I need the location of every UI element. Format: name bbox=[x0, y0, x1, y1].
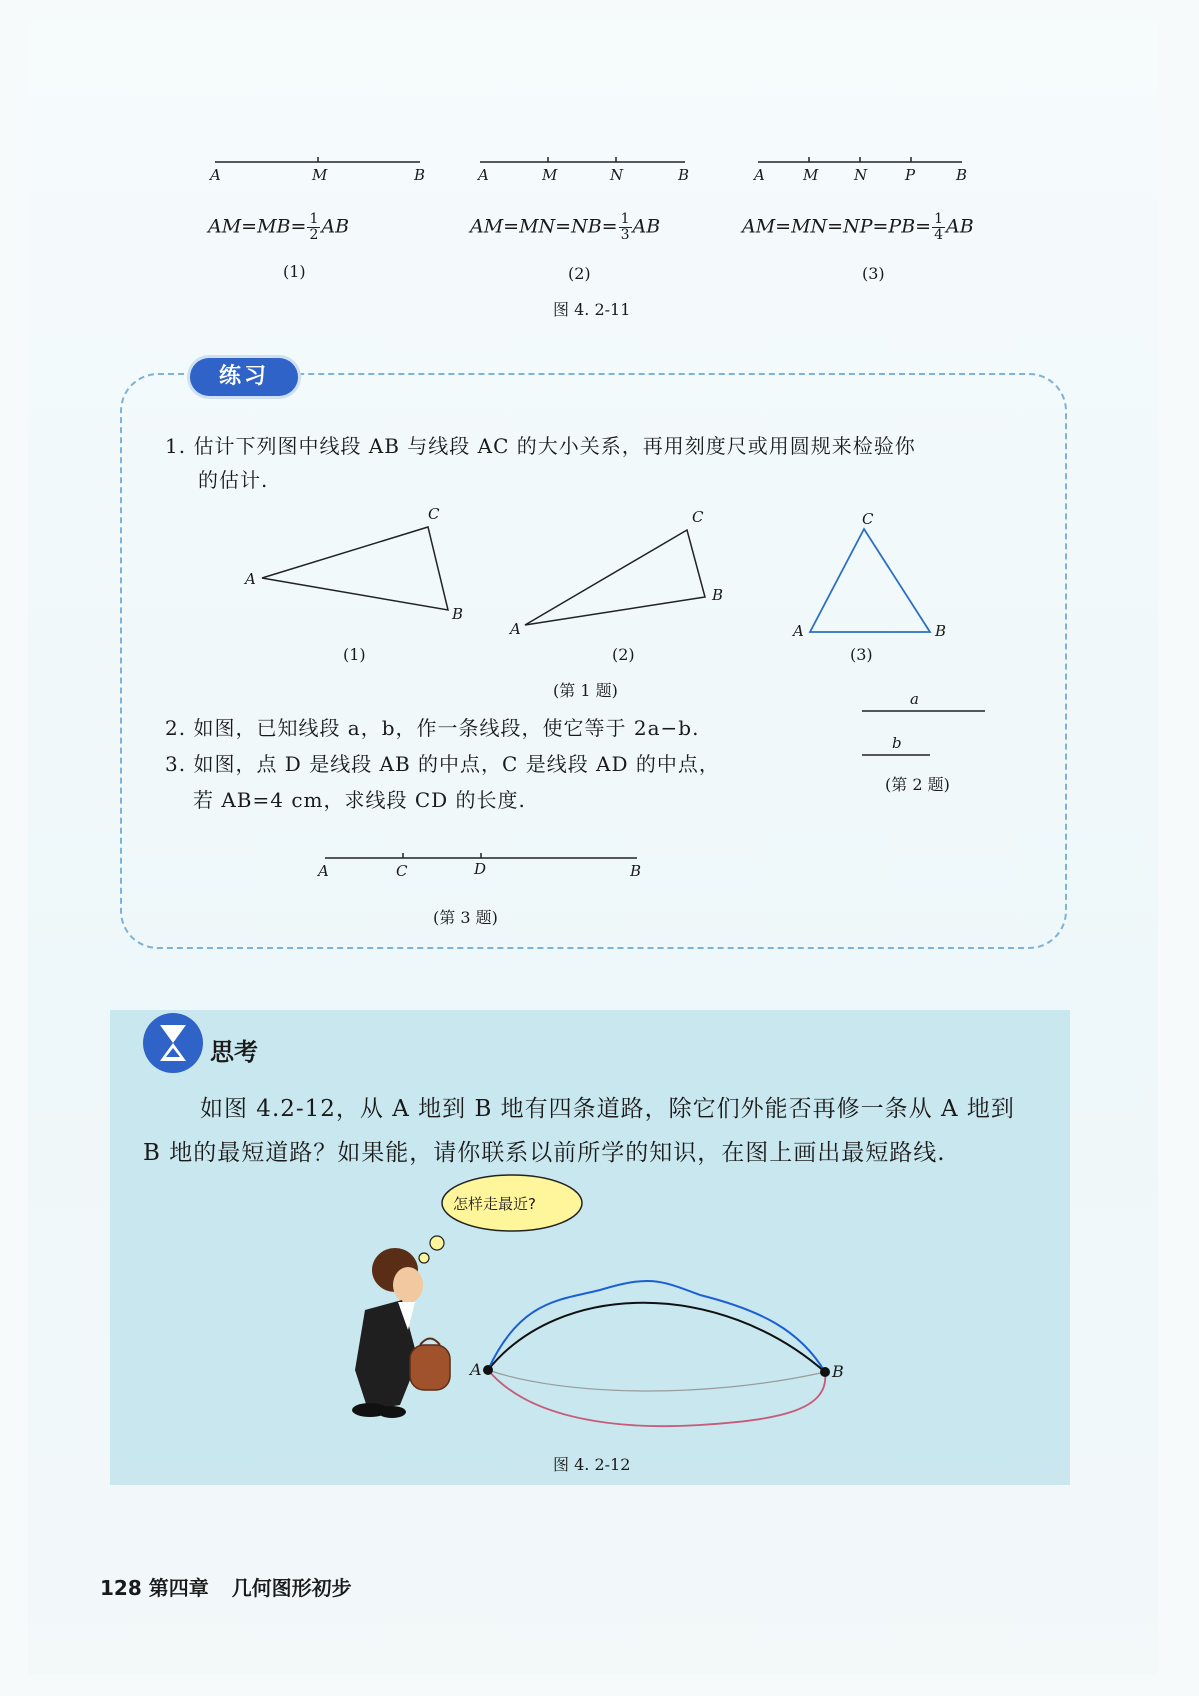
think-text-line1: 如图 4.2-12，从 A 地到 B 地有四条道路，除它们外能否再修一条从 A 地到 bbox=[200, 1096, 1015, 1122]
point-label: A bbox=[754, 166, 765, 184]
point-label: M bbox=[312, 166, 328, 184]
equation-thirds: AM=MN=NB= $\frac{1}{3}$ AB bbox=[470, 211, 661, 243]
segment-label: b bbox=[892, 734, 902, 752]
question-1-text: 1. 估计下列图中线段 AB 与线段 AC 的大小关系，再用刻度尺或用圆规来检验你 bbox=[165, 434, 916, 458]
point-label: B bbox=[630, 862, 642, 880]
figure-title: 图 4. 2-12 bbox=[553, 1455, 631, 1474]
think-heading: 思考 bbox=[210, 1038, 258, 1066]
point-label: B bbox=[678, 166, 690, 184]
point-label: N bbox=[854, 166, 868, 184]
point-label: B bbox=[956, 166, 968, 184]
chapter-title: 几何图形初步 bbox=[231, 1576, 352, 1600]
subfigure-caption: (1) bbox=[283, 262, 306, 281]
subfigure-caption: (3) bbox=[850, 645, 873, 664]
page-number: 128 bbox=[100, 1576, 142, 1600]
point-label: A bbox=[318, 862, 329, 880]
question-2-text: 2. 如图，已知线段 a，b，作一条线段，使它等于 2a−b. bbox=[165, 716, 700, 740]
equation-quarters: AM=MN=NP=PB= $\frac{1}{4}$ AB bbox=[742, 211, 974, 243]
point-a-label: A bbox=[470, 1360, 482, 1379]
question-1-text-cont: 的估计. bbox=[198, 468, 269, 492]
exercise-heading: 练习 bbox=[190, 358, 298, 396]
question-3-text: 3. 如图，点 D 是线段 AB 的中点，C 是线段 AD 的中点， bbox=[165, 752, 720, 776]
subfigure-caption: (3) bbox=[862, 264, 885, 283]
point-label: C bbox=[396, 862, 408, 880]
chapter-label: 第四章 bbox=[148, 1576, 209, 1600]
vertex-label: C bbox=[862, 510, 874, 528]
point-label: N bbox=[610, 166, 624, 184]
point-label: P bbox=[905, 166, 916, 184]
segment-label: a bbox=[910, 690, 919, 708]
thought-bubble-text: 怎样走最近? bbox=[453, 1195, 536, 1213]
question-3-text-cont: 若 AB=4 cm，求线段 CD 的长度. bbox=[193, 788, 526, 812]
figure-title: 图 4. 2-11 bbox=[553, 300, 631, 319]
vertex-label: C bbox=[692, 508, 704, 526]
vertex-label: A bbox=[510, 620, 521, 638]
think-text-line2: B 地的最短道路？如果能，请你联系以前所学的知识，在图上画出最短路线. bbox=[143, 1140, 946, 1166]
subfigure-caption: (2) bbox=[568, 264, 591, 283]
point-label: D bbox=[474, 860, 487, 878]
subfigure-caption: (2) bbox=[612, 645, 635, 664]
point-label: B bbox=[414, 166, 426, 184]
question-2-caption: (第 2 题) bbox=[885, 775, 950, 794]
point-label: A bbox=[478, 166, 489, 184]
point-b-label: B bbox=[832, 1362, 844, 1381]
person-figure bbox=[352, 1248, 450, 1418]
point-label: M bbox=[542, 166, 558, 184]
point-label: M bbox=[803, 166, 819, 184]
vertex-label: B bbox=[452, 605, 464, 623]
equation-halves: AM=MB= $\frac{1}{2}$ AB bbox=[208, 211, 350, 243]
page-footer bbox=[100, 1572, 352, 1601]
point-label: A bbox=[210, 166, 221, 184]
subfigure-caption: (1) bbox=[343, 645, 366, 664]
vertex-label: C bbox=[428, 505, 440, 523]
vertex-label: B bbox=[935, 622, 947, 640]
vertex-label: A bbox=[245, 570, 256, 588]
question-1-caption: (第 1 题) bbox=[553, 681, 618, 700]
vertex-label: B bbox=[712, 586, 724, 604]
vertex-label: A bbox=[793, 622, 804, 640]
question-3-caption: (第 3 题) bbox=[433, 908, 498, 927]
